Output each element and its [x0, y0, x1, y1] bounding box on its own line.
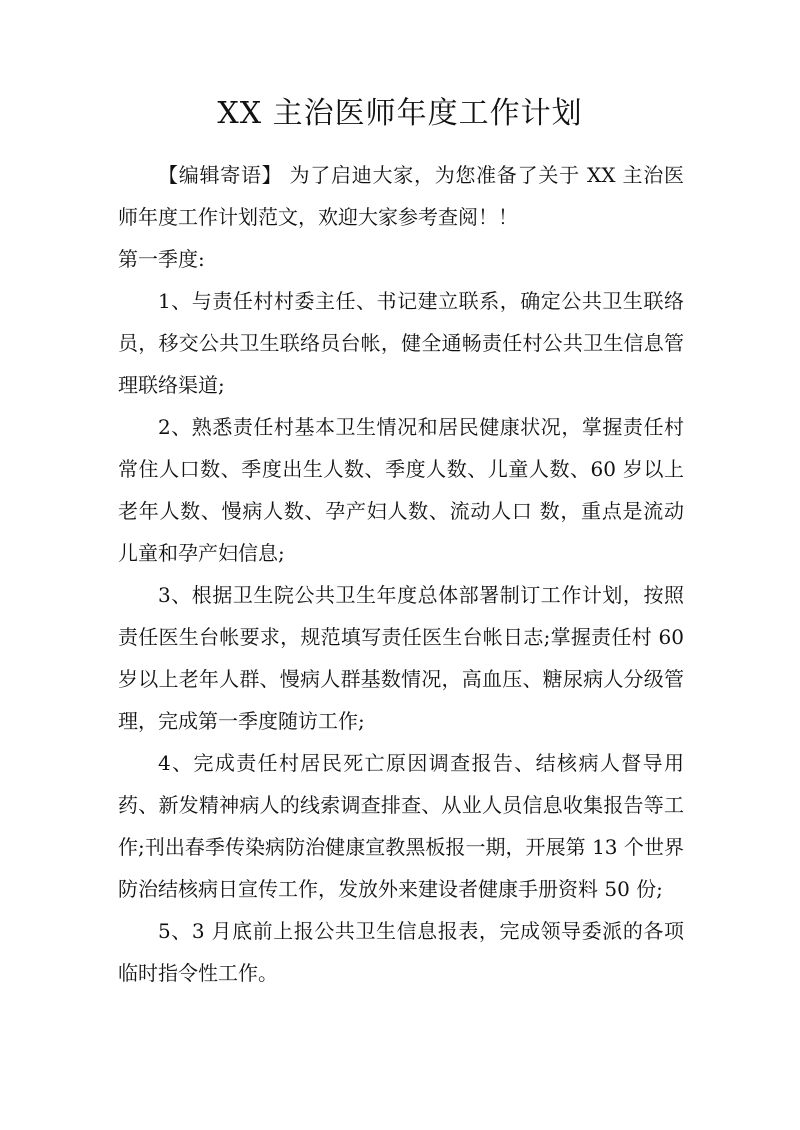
document-title: XX 主治医师年度工作计划	[217, 96, 583, 131]
list-item: 2、熟悉责任村基本卫生情况和居民健康状况，掌握责任村常住人口数、季度出生人数、季度人数、儿童人数、60 岁以上老年人数、慢病人数、孕产妇人数、流动人口 数，重点是流动儿童和孕产妇信息;	[118, 415, 684, 565]
list-item: 5、3 月底前上报公共卫生信息报表，完成领导委派的各项临时指令性工作。	[118, 919, 684, 985]
section-heading: 第一季度:	[118, 247, 205, 271]
editor-note-label: 【编辑寄语】	[158, 163, 283, 187]
list-item: 4、完成责任村居民死亡原因调查报告、结核病人督导用药、新发精神病人的线索调查排查、从业人员信息收集报告等工作;刊出春季传染病防治健康宣教黑板报一期，开展第 13 个世界防治结核病日宣传工作，发放外来建设者健康手册资料 50 份;	[118, 751, 684, 901]
editor-note	[118, 154, 684, 238]
list-item: 3、根据卫生院公共卫生年度总体部署制订工作计划，按照责任医生台帐要求，规范填写责任医生台帐日志;掌握责任村 60 岁以上老年人群、慢病人群基数情况，高血压、糖尿病人分级管理，完成第一季度随访工作;	[118, 583, 684, 733]
editor-note-text: 为了启迪大家，为您准备了关于 XX 主治医师年度工作计划范文，欢迎大家参考查阅！！	[118, 163, 684, 229]
document-body	[118, 154, 684, 994]
list-item: 1、与责任村村委主任、书记建立联系，确定公共卫生联络员，移交公共卫生联络员台帐，健全通畅责任村公共卫生信息管理联络渠道;	[118, 289, 684, 397]
